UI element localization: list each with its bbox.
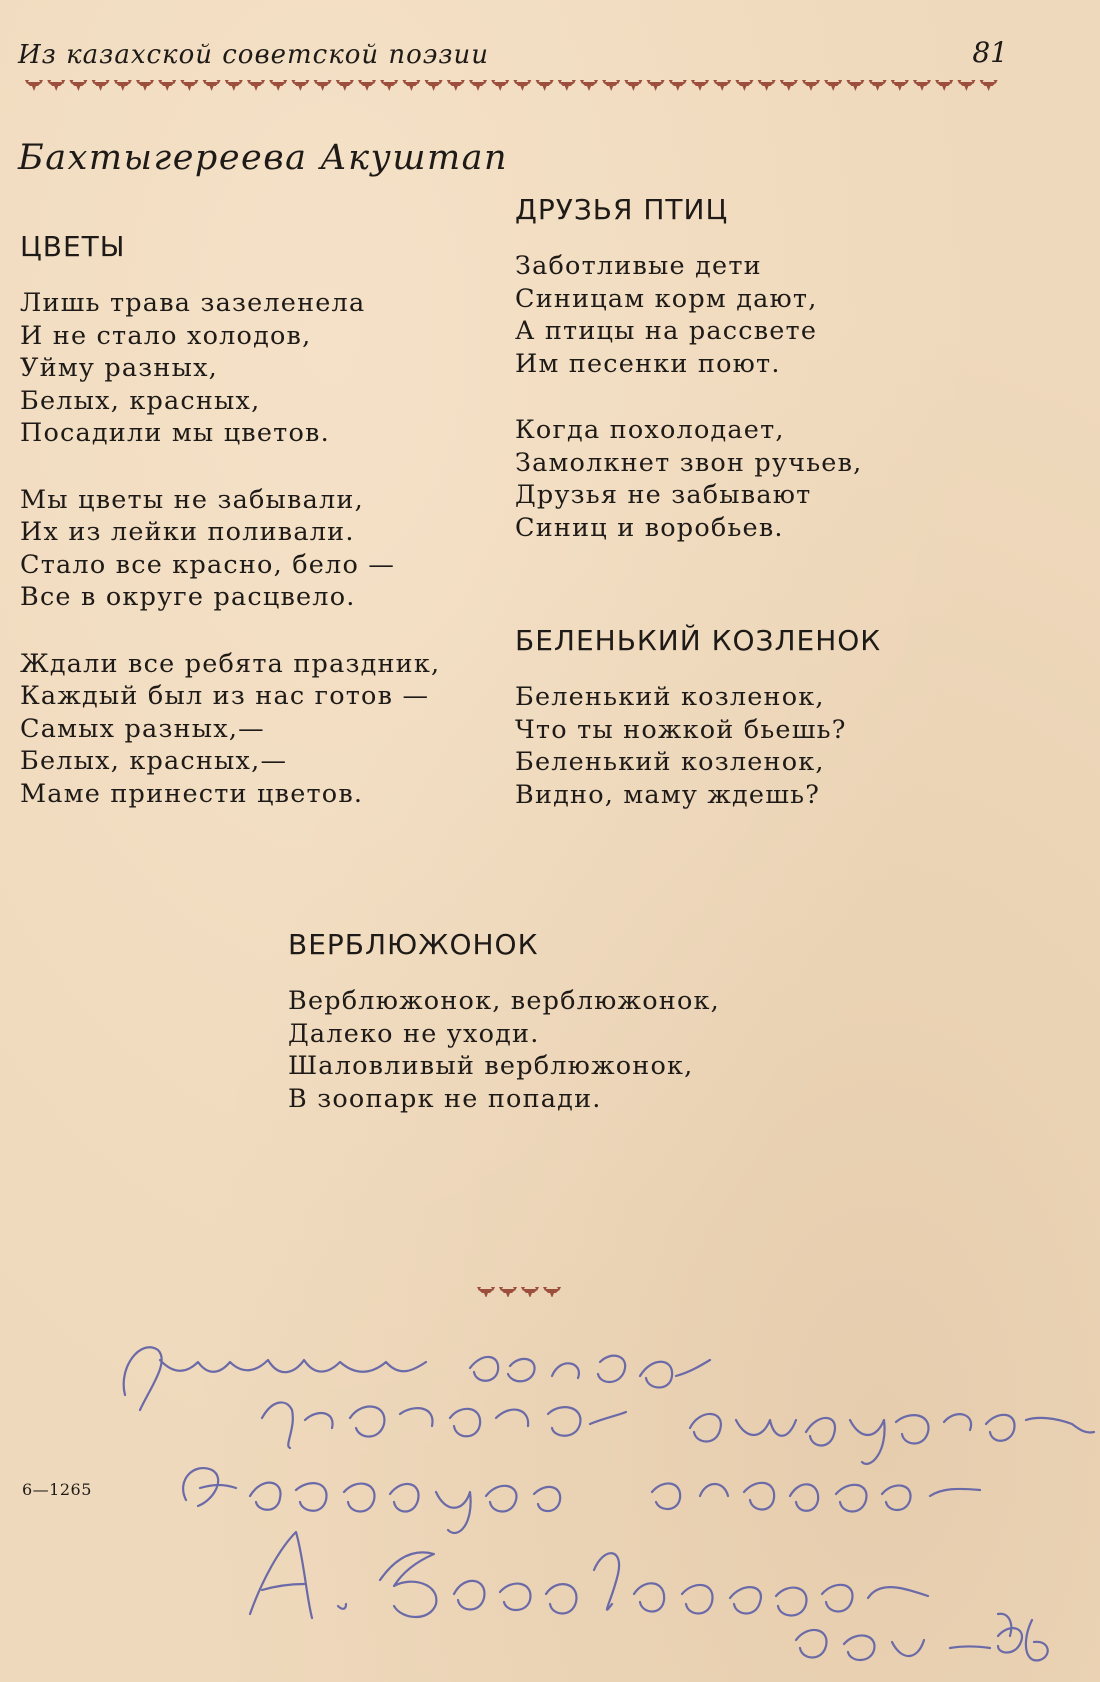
ornament-motif [869,80,887,91]
ornament-motif [624,80,642,91]
author-name: Бахтыгереева Акуштап [18,138,509,178]
printing-imprint: 6—1265 [22,1480,92,1499]
ornament-motif [291,80,309,91]
ornament-motif [380,80,398,91]
verse-line: Их из лейки поливали. [20,517,355,547]
end-ornament [474,1281,564,1297]
ornament-motif [499,1287,517,1297]
ornament-motif [447,80,465,91]
verse-line: Белых, красных, [20,385,261,416]
verse-line: Друзья не забывают [515,480,812,510]
ornament-motif [824,80,842,91]
verse-line: Стало все красно, бело — [20,549,396,580]
ornament-motif [802,80,820,91]
poem-title: БЕЛЕНЬКИЙ КОЗЛЕНОК [515,624,882,657]
verse-line: Заботливые дети [515,251,762,281]
ornament-motif [669,80,687,91]
ornament-motif [269,80,287,91]
verse-line: Видно, маму ждешь? [515,779,821,810]
verse-line: А птицы на рассвете [515,316,818,346]
ornament-motif [780,80,798,91]
ornament-motif [580,80,598,91]
verse-line: Синиц и воробьев. [515,512,784,543]
poem-title: ДРУЗЬЯ ПТИЦ [515,193,729,226]
ornament-motif [402,80,420,91]
verse-line: Синицам корм дают, [515,283,818,314]
ornament-motif [980,80,998,91]
verse-line: Уйму разных, [20,353,218,383]
verse-line: Маме принести цветов. [20,778,364,809]
ornament-motif [957,80,975,91]
ornament-motif [536,80,554,91]
ornament-motif [602,80,620,91]
header-ornament-band [20,74,1002,98]
verse-line: Верблюжонок, верблюжонок, [288,986,720,1016]
ornament-motif [425,80,443,91]
ornament-motif [713,80,731,91]
ornament-motif [180,80,198,91]
ornament-motif [543,1287,561,1297]
ornament-motif [521,1287,539,1297]
ornament-motif [158,80,176,91]
stanza [20,648,440,811]
ornament-motif [47,80,65,91]
page-number: 81 [972,36,1008,69]
verse-line: Замолкнет звон ручьев, [515,447,863,478]
verse-line: Белых, красных,— [20,746,288,776]
inscription-strokes [124,1347,1094,1660]
verse-line: Им песенки поют. [515,348,781,379]
ornament-motif [558,80,576,91]
stanza [20,287,440,450]
verse-line: Что ты ножкой бьешь? [515,714,847,745]
poem-white-kid-goat [515,624,881,845]
stanza [515,681,881,811]
ornament-motif [136,80,154,91]
verse-line: Мы цветы не забывали, [20,484,364,515]
verse-line: Беленький козленок, [515,747,825,777]
verse-line: И не стало холодов, [20,320,312,351]
ornament-motif [691,80,709,91]
ornament-motif [477,1287,495,1297]
ornament-motif [336,80,354,91]
ornament-motif [114,80,132,91]
poem-title: ВЕРБЛЮЖОНОК [288,928,539,961]
verse-line: Беленький козленок, [515,682,825,712]
ornament-motif [225,80,243,91]
ornament-motif [314,80,332,91]
ornament-motif [491,80,509,91]
ornament-motif [891,80,909,91]
ornament-motif [469,80,487,91]
poem-bird-friends [515,193,862,578]
ornament-motif [25,80,43,91]
verse-line: Лишь трава зазеленела [20,288,366,318]
ornament-motif [203,80,221,91]
verse-line: Далеко не уходи. [288,1018,540,1049]
poem-baby-camel [288,928,720,1149]
stanza [515,414,862,544]
ornament-motif [935,80,953,91]
running-title: Из казахской советской поэзии [18,40,490,70]
stanza [515,250,862,380]
poem-title: ЦВЕТЫ [20,230,126,263]
verse-line: Самых разных,— [20,713,265,744]
ornament-motif [92,80,110,91]
ornament-motif [758,80,776,91]
ornament-motif [735,80,753,91]
verse-line: Все в округе расцвело. [20,582,356,612]
ornament-motif [913,80,931,91]
ornament-motif [513,80,531,91]
verse-line: Каждый был из нас готов — [20,681,430,711]
stanza [288,985,720,1115]
verse-line: Ждали все ребята праздник, [20,648,441,679]
verse-line: Когда похолодает, [515,415,785,445]
verse-line: Шаловливый верблюжонок, [288,1051,694,1081]
stanza [20,484,440,614]
ornament-motif [846,80,864,91]
ornament-motif [247,80,265,91]
verse-line: В зоопарк не попади. [288,1083,602,1114]
ornament-motif [358,80,376,91]
ornament-motif [647,80,665,91]
ornament-motif [69,80,87,91]
poem-flowers [20,230,440,844]
verse-line: Посадили мы цветов. [20,418,330,448]
